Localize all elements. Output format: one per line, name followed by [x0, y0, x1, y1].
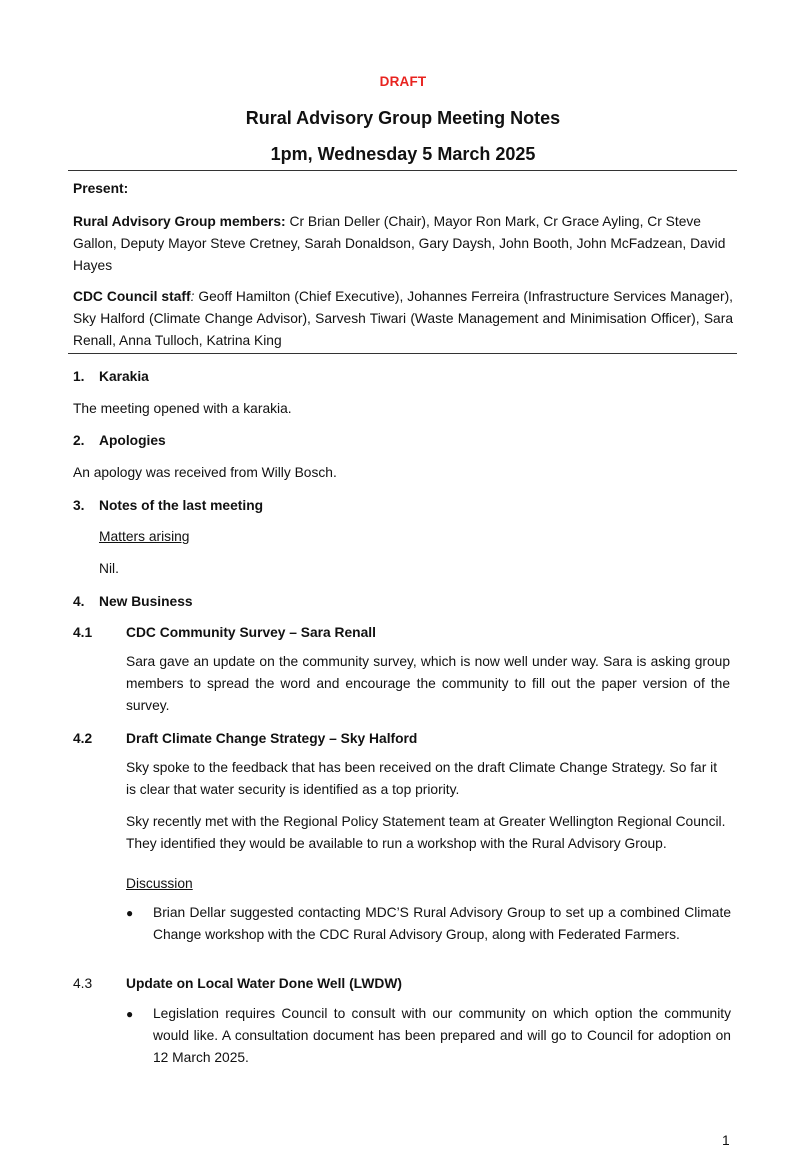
section-title: Notes of the last meeting	[99, 498, 264, 513]
matters-arising-body: Nil.	[99, 561, 119, 576]
section-new-business-heading	[73, 591, 733, 613]
section-karakia-heading	[73, 366, 733, 388]
members-label: Rural Advisory Group members:	[73, 214, 286, 229]
item-title: Draft Climate Change Strategy – Sky Halford	[126, 731, 418, 746]
discussion-label: Discussion	[126, 876, 193, 891]
item-number: 4.3	[73, 976, 93, 991]
item-number: 4.2	[73, 731, 93, 746]
section-number: 4.	[73, 594, 85, 609]
section-karakia-body: The meeting opened with a karakia.	[73, 401, 292, 416]
section-title: Karakia	[99, 369, 149, 384]
item-4-2-paragraph-2: Sky recently met with the Regional Policy Statement team at Greater Wellington Regional Council. They identified they would be available to run a workshop with the Rural Advisory Group.	[126, 814, 726, 851]
bullet-text: Brian Dellar suggested contacting MDC’S Rural Advisory Group to set up a combined Climate Change workshop with the CDC Rural Advisory Group, along with Federated Farmers.	[153, 905, 731, 942]
page-number: 1	[722, 1133, 730, 1148]
bullet-text: Legislation requires Council to consult with our community on which option the community would like. A consultation document has been prepared and will go to Council for adoption on 12 March 2025.	[153, 1006, 731, 1065]
present-divider	[68, 353, 737, 354]
header-divider	[68, 170, 737, 171]
item-4-2-heading	[73, 728, 733, 750]
section-number: 1.	[73, 369, 85, 384]
members-list: Cr Brian Deller (Chair), Mayor Ron Mark, Cr Grace Ayling, Cr Steve Gallon, Deputy Mayor Steve Cretney, Sarah Donaldson, Gary Daysh, John Booth, John McFadzean, David Hayes	[73, 214, 726, 273]
section-apologies-heading	[73, 430, 733, 452]
meeting-datetime: 1pm, Wednesday 5 March 2025	[270, 144, 536, 164]
section-number: 2.	[73, 433, 85, 448]
present-heading: Present:	[73, 181, 129, 196]
section-title: New Business	[99, 594, 193, 609]
item-number: 4.1	[73, 625, 93, 640]
staff-colon: :	[190, 289, 195, 304]
item-4-1-heading	[73, 622, 733, 644]
document-title: Rural Advisory Group Meeting Notes	[245, 108, 561, 128]
staff-label: CDC Council staff	[73, 289, 191, 304]
present-members	[73, 211, 733, 277]
draft-label: DRAFT	[379, 74, 427, 89]
bullet-dot-icon: ●	[126, 906, 134, 920]
present-staff	[73, 286, 733, 352]
item-title: CDC Community Survey – Sara Renall	[126, 625, 376, 640]
section-title: Apologies	[99, 433, 166, 448]
staff-list: Geoff Hamilton (Chief Executive), Johannes Ferreira (Infrastructure Services Manager), Sky Halford (Climate Change Advisor), Sarvesh Tiwari (Waste Management and Minimisation Officer), Sara Renall, Anna Tulloch, Katrina King	[73, 289, 734, 348]
item-title: Update on Local Water Done Well (LWDW)	[126, 976, 402, 991]
item-4-1-paragraph: Sara gave an update on the community survey, which is now well under way. Sara is asking group members to spread the word and encourage the community to fill out the paper version of the survey.	[126, 654, 730, 713]
section-last-meeting-heading	[73, 495, 733, 517]
item-4-2-paragraph-1: Sky spoke to the feedback that has been received on the draft Climate Change Strategy. So far it is clear that water security is identified as a top priority.	[126, 760, 718, 797]
item-4-3-heading	[73, 973, 733, 995]
section-number: 3.	[73, 498, 85, 513]
matters-arising-label: Matters arising	[99, 529, 190, 544]
bullet-dot-icon: ●	[126, 1007, 134, 1021]
section-apologies-body: An apology was received from Willy Bosch.	[73, 465, 337, 480]
